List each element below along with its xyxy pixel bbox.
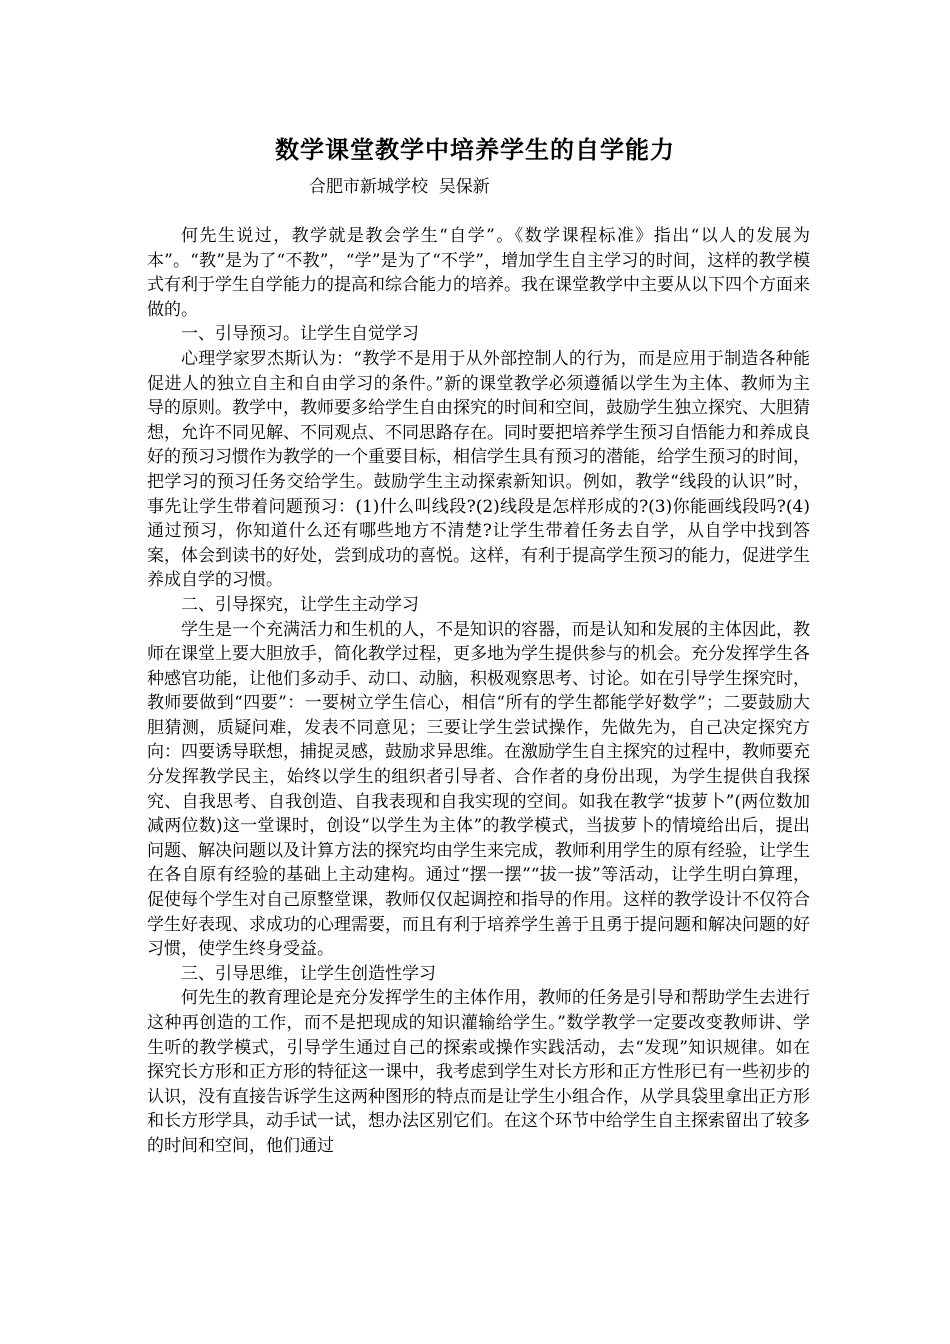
section-heading-3: 三、引导思维，让学生创造性学习 xyxy=(181,963,436,984)
document-body xyxy=(147,224,810,1159)
paragraph-intro: 何先生说过，教学就是教会学生“自学”。《数学课程标准》指出“以人的发展为本”。“教”是为了“不教”，“学”是为了“不学”，增加学生自主学习的时间，这样的教学模式有利于学生自学能力的提高和综合能力的培养。我在课堂教学中主要从以下四个方面来做的。 xyxy=(147,226,810,320)
section-heading-1: 一、引导预习。让学生自觉学习 xyxy=(181,324,419,345)
document-author: 合肥市新城学校 吴保新 xyxy=(309,177,490,197)
document-title: 数学课堂教学中培养学生的自学能力 xyxy=(275,136,675,164)
section-heading-2: 二、引导探究，让学生主动学习 xyxy=(181,594,419,615)
paragraph-section-1: 心理学家罗杰斯认为：“教学不是用于从外部控制人的行为，而是应用于制造各种能促进人的独立自主和自由学习的条件。”新的课堂教学必须遵循以学生为主体、教师为主导的原则。教学中，教师要多给学生自由探究的时间和空间，鼓励学生独立探究、大胆猜想，允许不同见解、不同观点、不同思路存在。同时要把培养学生预习自悟能力和养成良好的预习习惯作为教学的一个重要目标，相信学生具有预习的潜能，给学生预习的时间，把学习的预习任务交给学生。鼓励学生主动探索新知识。例如，教学“线段的认识”时，事先让学生带着问题预习：(1)什么叫线段?(2)线段是怎样形成的?(3)你能画线段吗?(4)通过预习，你知道什么还有哪些地方不清楚?让学生带着任务去自学，从自学中找到答案，体会到读书的好处，尝到成功的喜悦。这样，有利于提高学生预习的能力，促进学生养成自学的习惯。 xyxy=(147,348,810,591)
paragraph-section-2: 学生是一个充满活力和生机的人，不是知识的容器，而是认知和发展的主体因此，教师在课堂上要大胆放手，简化教学过程，更多地为学生提供参与的机会。充分发挥学生各种感官功能，让他们多动手、动口、动脑，积极观察思考、讨论。如在引导学生探究时，教师要做到“四要”：一要树立学生信心，相信“所有的学生都能学好数学”；二要鼓励大胆猜测，质疑问难，发表不同意见；三要让学生尝试操作，先做先为，自己决定探究方向：四要诱导联想，捕捉灵感，鼓励求异思维。在激励学生自主探究的过程中，教师要充分发挥教学民主，始终以学生的组织者引导者、合作者的身份出现，为学生提供自我探究、自我思考、自我创造、自我表现和自我实现的空间。如我在教学“拔萝卜”(两位数加减两位数)这一堂课时，创设“以学生为主体”的教学模式，当拔萝卜的情境给出后，提出问题、解决问题以及计算方法的探究均由学生来完成，教师利用学生的原有经验，让学生在各自原有经验的基础上主动建构。通过“摆一摆”“拔一拔”等活动，让学生明白算理，促使每个学生对自己原整堂课，教师仅仅起调控和指导的作用。这样的教学设计不仅符合学生好表现、求成功的心理需要，而且有利于培养学生善于且勇于提问题和解决问题的好习惯，使学生终身受益。 xyxy=(147,619,810,960)
paragraph-section-3: 何先生的教育理论是充分发挥学生的主体作用，教师的任务是引导和帮助学生去进行这种再创造的工作，而不是把现成的知识灌输给学生。”数学教学一定要改变教师讲、学生听的教学模式，引导学生通过自己的探索或操作实践活动，去“发现”知识规律。如在探究长方形和正方形的特征这一课中，我考虑到学生对长方形和正方性形已有一些初步的认识，没有直接告诉学生这两种图形的特点而是让学生小组合作，从学具袋里拿出正方形和长方形学具，动手试一试，想办法区别它们。在这个环节中给学生自主探索留出了较多的时间和空间，他们通过 xyxy=(147,988,810,1156)
